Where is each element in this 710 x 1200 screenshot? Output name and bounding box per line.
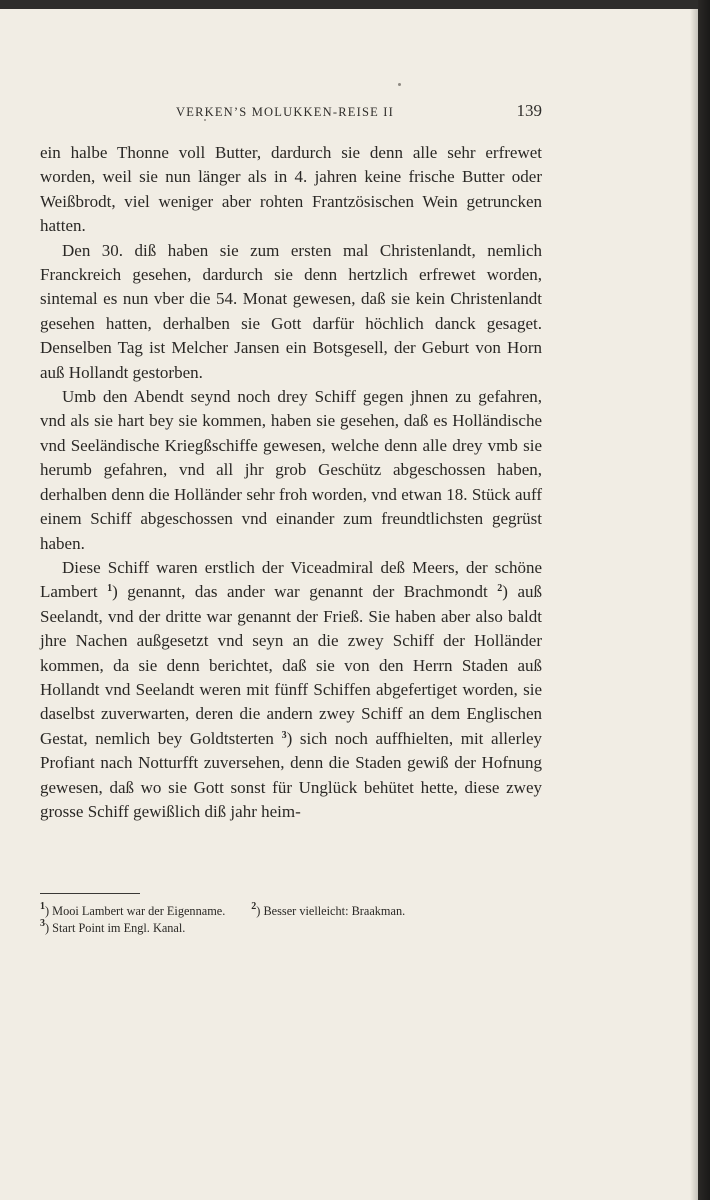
paragraph: Den 30. diß haben sie zum ersten mal Christenlandt, nemlich Franckreich gesehen, dardurch sie denn hertzlich erfrewet worden, sintemal es nun vber die 54. Monat gewesen, daß sie kein Christenlandt gesehen hatten, derhalben sie Gott darfür höchlich danck gesaget. Denselben Tag ist Melcher Jansen ein Botsgesell, der Geburt von Horn auß Hollandt gestorben. — [40, 240, 542, 382]
footnote-marker: 3 — [40, 918, 45, 929]
footnote-rule — [40, 893, 140, 894]
footnote-reference: 1 — [107, 583, 113, 595]
paragraph-text: ) auß Seelandt, vnd der dritte war genannt der Frieß. Sie haben aber also baldt jhre Nachen außgesetzt vnd seyn an die zwey Schiff der Holländer kommen, da sie denn berichtet, daß sie von den Herrn Staden auß Hollandt vnd Seelandt weren mit fünff Schiffen abgefertiget worden, sie daselbst zuverwarten, deren die andern zwey Schiff an dem Englischen Gestat, nemlich bey Goldtsterten — [40, 582, 542, 748]
paragraph: ein halbe Thonne voll Butter, dardurch sie denn alle sehr erfrewet worden, weil sie nun länger als in 4. jahren keine frische Butter oder Weißbrodt, viel weniger aber rohten Frantzösischen Wein getruncken hatten. — [40, 143, 542, 236]
page-edge-shadow — [690, 9, 698, 1200]
paper-speck — [398, 83, 401, 86]
footnote-text: ) Besser vielleicht: Braakman. — [256, 904, 406, 918]
footnote-line — [40, 903, 542, 920]
scan-frame-top — [0, 0, 710, 9]
page-header — [40, 103, 542, 125]
paragraph-text: ) sich noch auffhielten, mit allerley Profiant nach Notturfft zuversehen, denn die Staden gewiß der Hofnung gewesen, daß wo sie Gott sonst für Unglück behütet hette, diese zwey grosse Schiff gewißlich diß jahr heim- — [40, 728, 543, 821]
paragraph — [40, 556, 542, 824]
footnote-marker: 1 — [40, 901, 45, 912]
paragraph-text: Diese Schiff waren erstlich der Viceadmiral deß Meers, der schöne Lambert — [40, 557, 542, 602]
body-text — [40, 141, 542, 824]
running-title: VERKEN’S MOLUKKEN-REISE II — [176, 105, 394, 119]
page-number: 139 — [516, 101, 542, 120]
footnotes — [40, 903, 542, 937]
scan-frame-right — [698, 0, 710, 1200]
paragraph: Umb den Abendt seynd noch drey Schiff gegen jhnen zu gefahren, vnd als sie hart bey sie kommen, haben sie gesehen, daß es Holländische vnd Seeländische Kriegßschiffe gewesen, welche denn alle drey vmb sie herumb gefahren, vnd all jhr grob Geschütz abgeschossen haben, derhalben denn die Holländer sehr froh worden, vnd etwan 18. Stück auff einem Schiff abgeschossen vnd einander zum freundtlichsten gegrüst haben. — [40, 387, 542, 553]
footnote-text: ) Mooi Lambert war der Eigenname. — [45, 904, 226, 918]
footnote-line — [40, 920, 542, 937]
footnote-reference: 3 — [281, 729, 287, 741]
footnote-text: ) Start Point im Engl. Kanal. — [45, 921, 186, 935]
footnote-marker: 2 — [251, 901, 257, 912]
footnote-reference: 2 — [497, 583, 503, 595]
paragraph-text: ) genannt, das ander war genannt der Brachmondt — [112, 582, 488, 602]
